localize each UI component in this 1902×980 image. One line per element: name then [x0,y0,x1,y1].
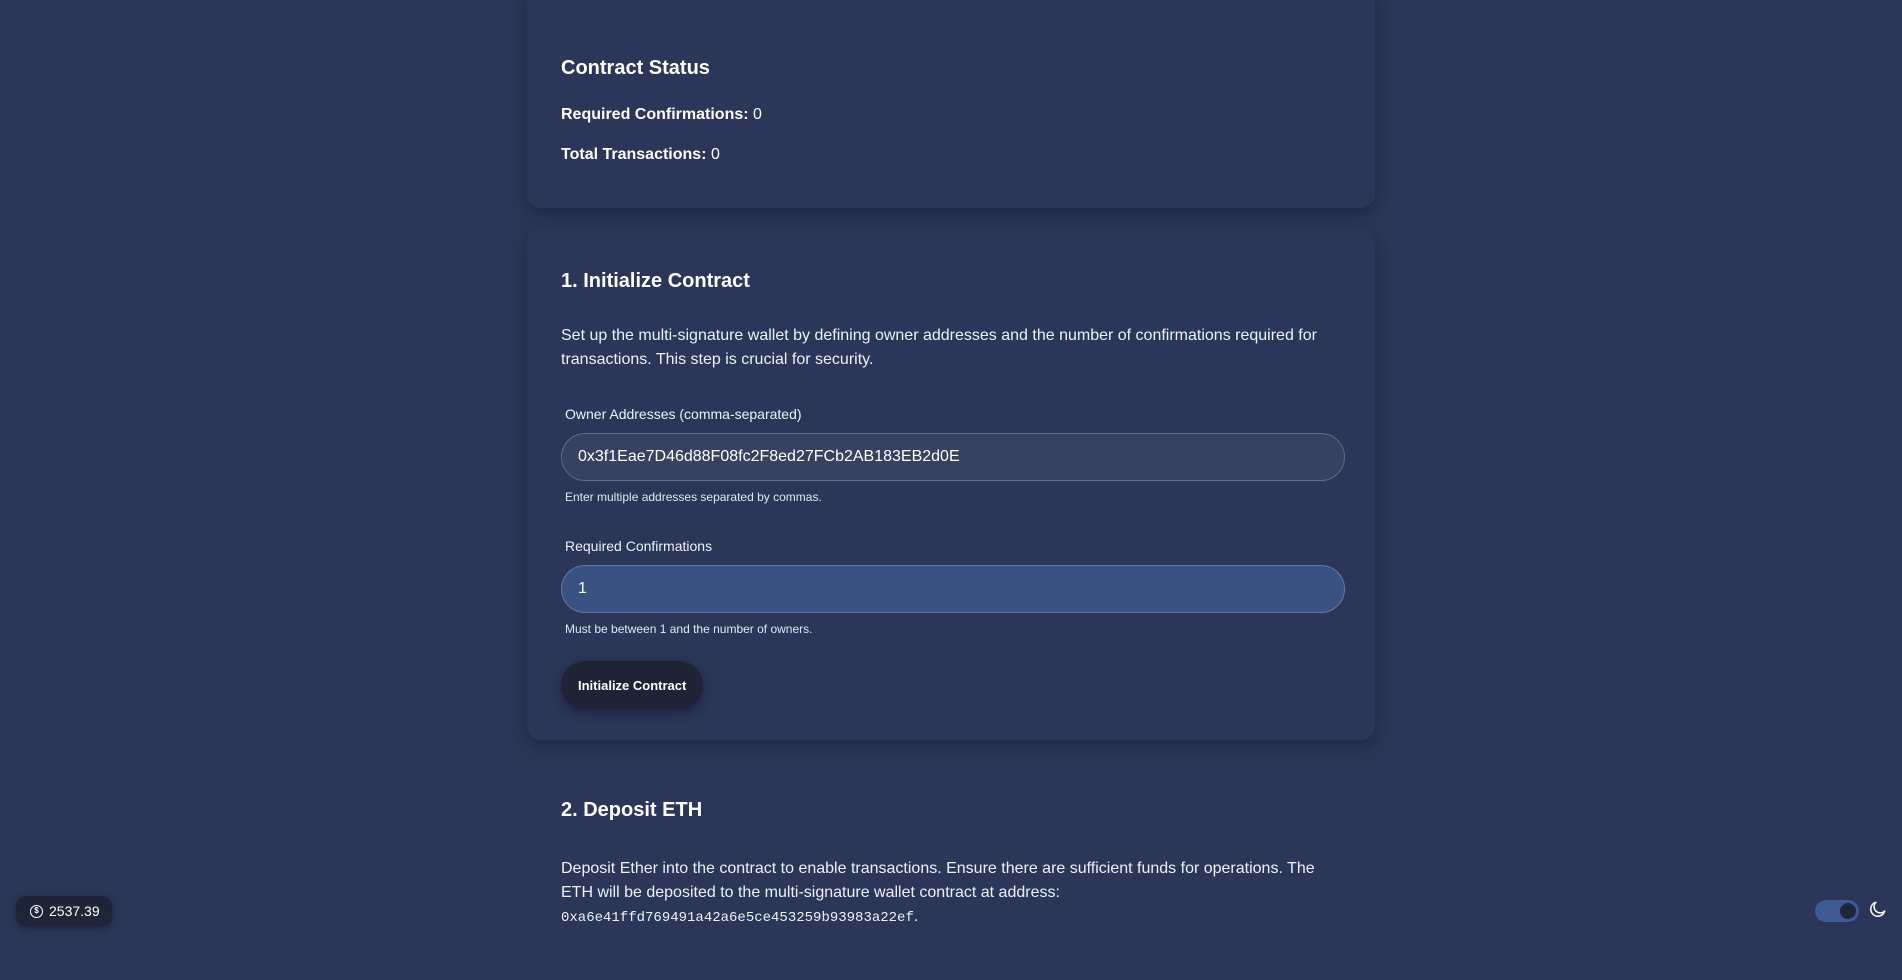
deposit-eth-card [527,760,1375,980]
contract-status-card [527,0,1375,208]
deposit-eth-title: 2. Deposit ETH [561,799,703,821]
contract-address-suffix: . [913,908,919,925]
required-confirmations-field-label: Required Confirmations [565,538,713,554]
dollar-coin-icon: $ [30,905,43,918]
theme-toggle[interactable] [1815,900,1859,922]
required-confirmations-input[interactable] [561,565,1345,613]
contract-status-title: Contract Status [561,57,710,79]
contract-address: 0xa6e41ffd769491a42a6e5ce453259b93983a22ef [561,910,914,926]
required-confirmations-label: Required Confirmations: [561,106,749,123]
initialize-contract-card [527,228,1375,740]
required-confirmations-value: 0 [753,106,762,123]
initialize-contract-description: Set up the multi-signature wallet by defining owner addresses and the number of confirmations required for transactions. This step is crucial for security. [561,327,1317,368]
toggle-knob [1840,903,1856,919]
total-transactions-value: 0 [710,146,720,163]
total-transactions-label: Total Transactions: [561,146,707,163]
initialize-contract-button[interactable]: Initialize Contract [561,661,703,709]
balance-value: 2537.39 [49,903,100,919]
owner-addresses-input[interactable] [561,433,1345,481]
deposit-eth-description [561,857,1351,930]
owner-addresses-hint: Enter multiple addresses separated by commas. [565,490,822,504]
owner-addresses-label: Owner Addresses (comma-separated) [565,406,802,422]
total-transactions-stat [561,146,720,164]
deposit-eth-description-text: Deposit Ether into the contract to enable transactions. Ensure there are sufficient funds for operations. The ETH will be deposited to the multi-signature wallet contract at address: [561,860,1315,901]
moon-icon[interactable] [1868,899,1888,919]
required-confirmations-stat [561,106,762,124]
required-confirmations-hint: Must be between 1 and the number of owners. [565,622,813,636]
initialize-contract-title: 1. Initialize Contract [561,270,750,292]
balance-badge[interactable] [16,896,112,926]
